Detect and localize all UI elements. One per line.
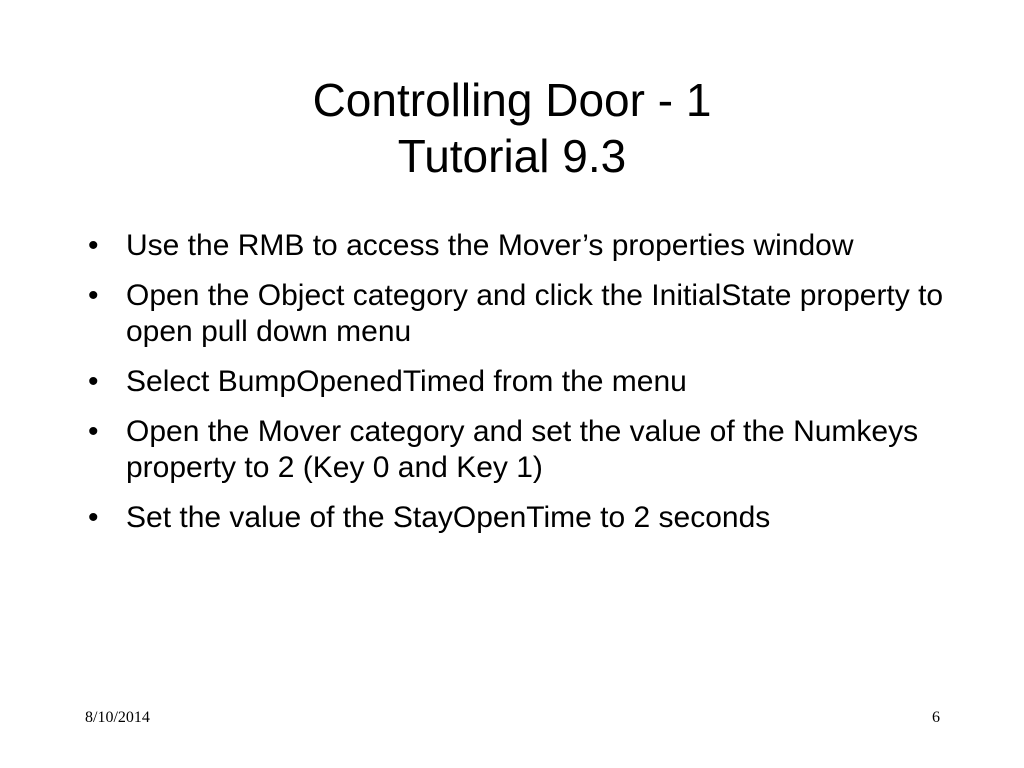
bullet-dot-icon: • [88,279,99,312]
bullet-item [88,278,968,350]
footer-date: 8/10/2014 [85,709,150,726]
bullet-text: Use the RMB to access the Mover’s properties window [126,229,854,262]
bullet-dot-icon: • [88,229,99,262]
bullet-dot-icon: • [88,501,99,534]
bullet-text: Open the Object category and click the InitialState property to open pull down menu [126,279,944,348]
slide-title-line-1: Controlling Door - 1 [312,74,712,126]
bullet-text: Select BumpOpenedTimed from the menu [126,365,687,398]
slide-title [0,72,1024,184]
bullet-item [88,500,968,536]
bullet-item [88,228,968,264]
bullet-dot-icon: • [88,365,99,398]
bullet-item [88,364,968,400]
footer-page-number: 6 [932,709,940,726]
bullet-dot-icon: • [88,415,99,448]
bullet-text: Set the value of the StayOpenTime to 2 seconds [126,501,771,534]
slide-title-line-2: Tutorial 9.3 [397,130,627,182]
bullet-list [88,228,968,550]
bullet-text: Open the Mover category and set the value of the Numkeys property to 2 (Key 0 and Key 1) [126,415,919,484]
bullet-item [88,414,968,486]
